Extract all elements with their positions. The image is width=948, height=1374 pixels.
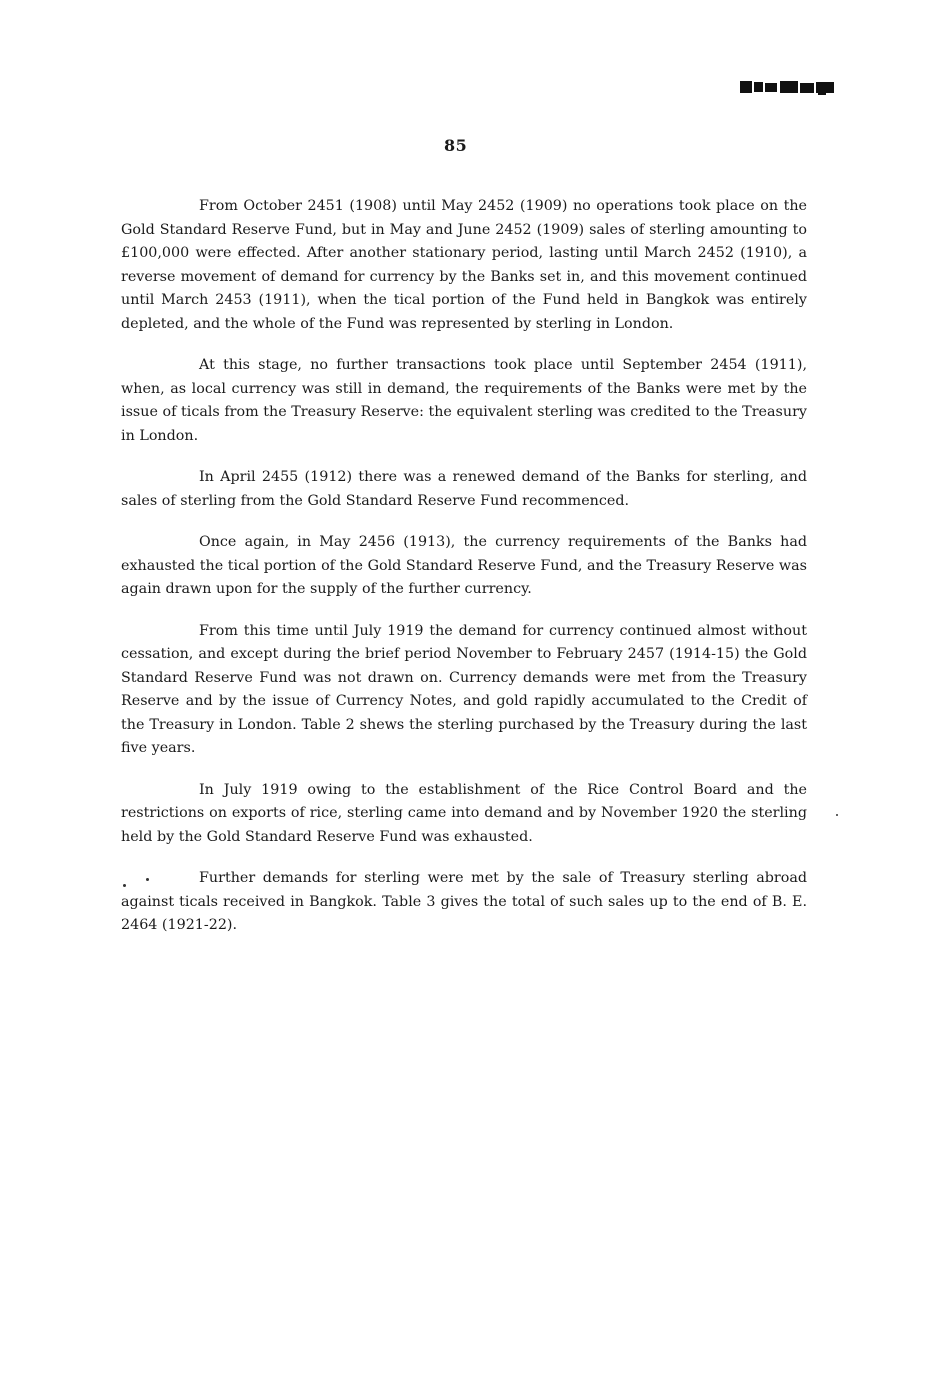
header-stamp (740, 78, 836, 96)
paragraph: From this time until July 1919 the demand for currency continued almost without cessation, and except during the brief period November to February 2457 (1914-15) the Gold Standard Reserve Fund was not drawn on. Currency demands were met from the Treasury Reserve and by the issue of Currency Notes, and gold rapidly accumulated to the Credit of the Treasury in London. Table 2 shews the sterling purchased by the Treasury during the last five years. (121, 622, 807, 756)
paragraph: At this stage, no further transactions took place until September 2454 (1911), when, as local currency was still in demand, the requirements of the Banks were met by the issue of ticals from the Treasury Reserve: the equivalent sterling was credited to the Treasury in London. (121, 357, 807, 444)
body-text (121, 195, 807, 956)
paragraph: Further demands for sterling were met by the sale of Treasury sterling abroad against ticals received in Bangkok. Table 3 gives the total of such sales up to the end of B. E. 2464 (1921-22). (121, 870, 807, 933)
scan-speck (123, 884, 126, 887)
paragraph: In July 1919 owing to the establishment of the Rice Control Board and the restrictions on exports of rice, sterling came into demand and by November 1920 the sterling held by the Gold Standard Reserve Fund was exhausted. (121, 781, 807, 845)
paragraph: From October 2451 (1908) until May 2452 (1909) no operations took place on the Gold Standard Reserve Fund, but in May and June 2452 (1909) sales of sterling amounting to £100,000 were effected. After another stationary period, lasting until March 2452 (1910), a reverse movement of demand for currency by the Banks set in, and this movement continued until March 2453 (1911), when the tical portion of the Fund held in Bangkok was entirely depleted, and the whole of the Fund was represented by sterling in London. (121, 198, 807, 332)
paragraph: In April 2455 (1912) there was a renewed demand of the Banks for sterling, and sales of sterling from the Gold Standard Reserve Fund recommenced. (121, 469, 807, 509)
page-number: 85 (444, 136, 468, 155)
header-stamp-text: III.-C. Exchange. (740, 92, 749, 93)
paragraph: Once again, in May 2456 (1913), the currency requirements of the Banks had exhausted the tical portion of the Gold Standard Reserve Fund, and the Treasury Reserve was again drawn upon for the supply of the further currency. (121, 534, 807, 597)
scan-speck (836, 814, 838, 816)
scan-speck (146, 878, 149, 881)
